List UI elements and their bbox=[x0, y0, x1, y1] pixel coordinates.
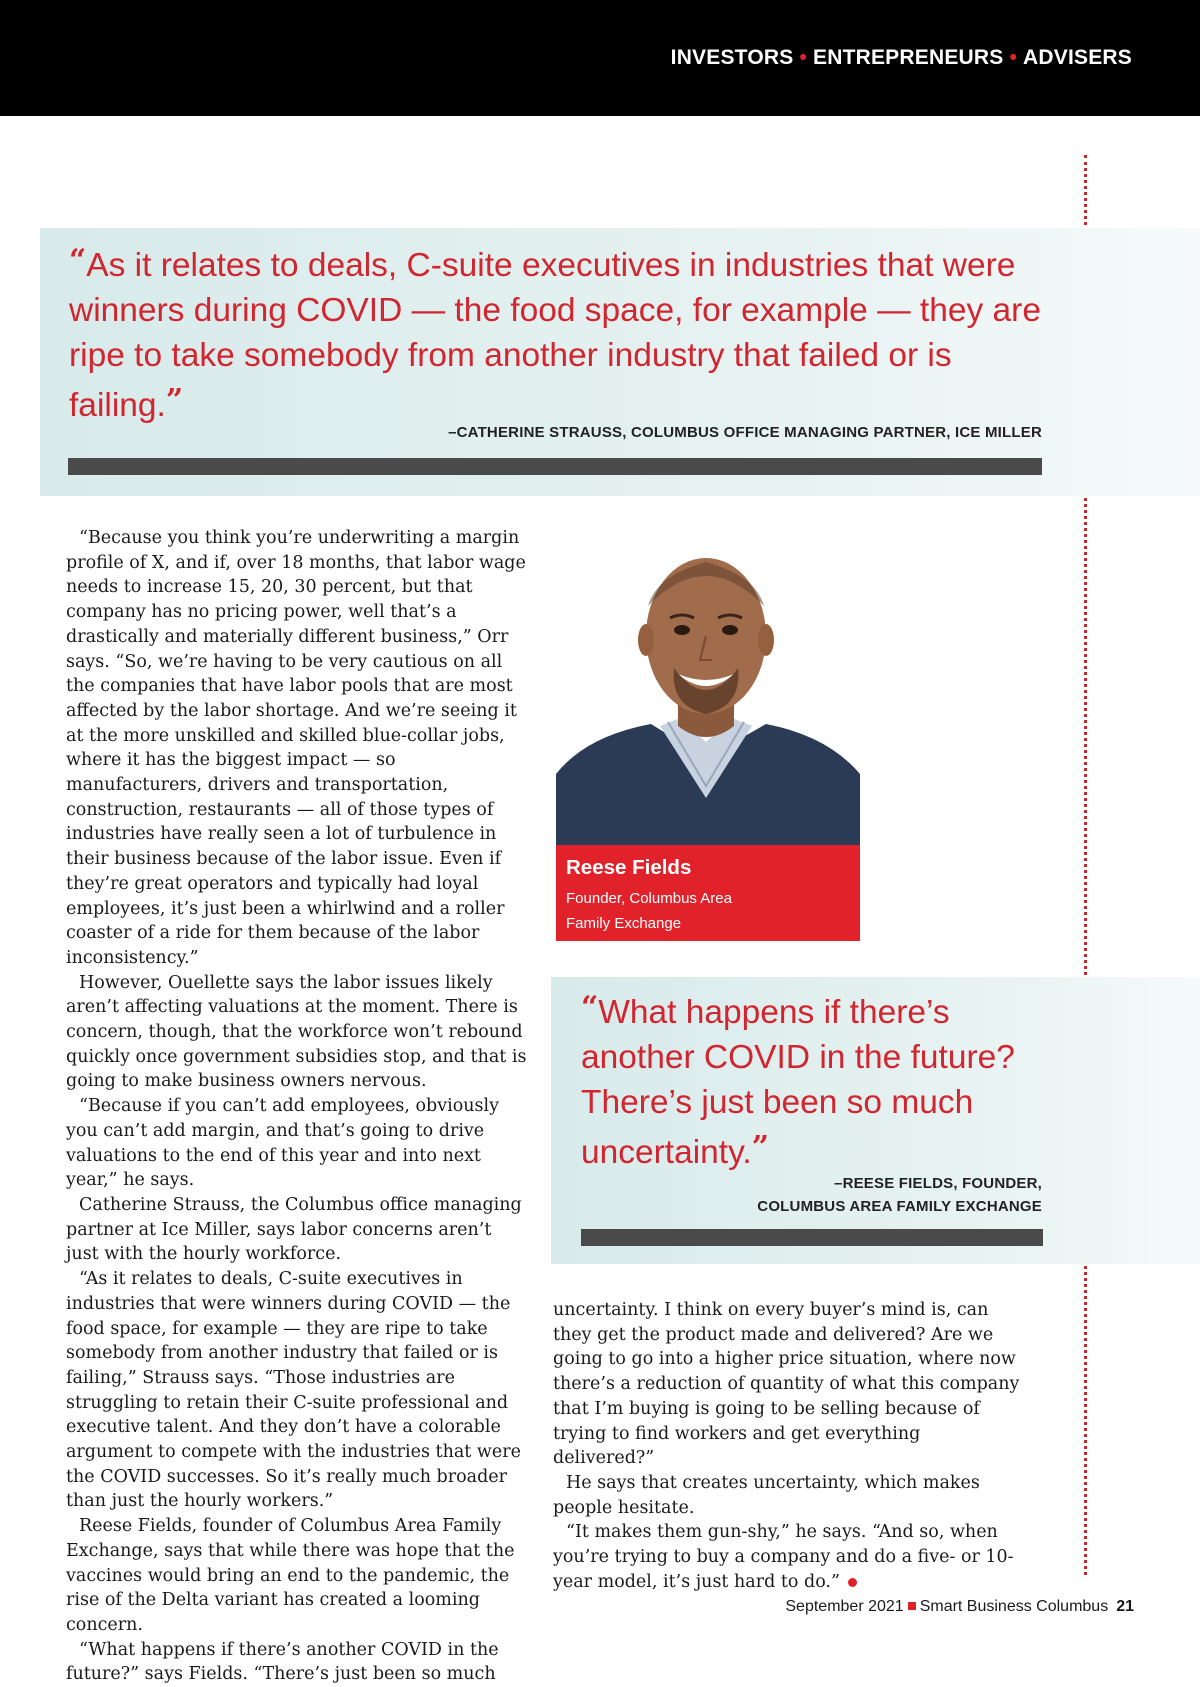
footer-square-icon bbox=[908, 1602, 916, 1610]
tagline-entrepreneurs: ENTREPRENEURS bbox=[813, 46, 1004, 69]
headshot-photo bbox=[556, 536, 860, 846]
article-paragraph: Reese Fields, founder of Columbus Area Family Exchange, says that while there was hope that the vaccines would bring an end to the pandemic, the rise of the Delta variant has created a looming concern. bbox=[66, 1516, 515, 1635]
pull-quote-bar bbox=[581, 1229, 1043, 1246]
section-tagline bbox=[671, 46, 1132, 70]
article-paragraph: “What happens if there’s another COVID in the future?” says Fields. “There’s just been so much bbox=[66, 1639, 499, 1685]
article-paragraph: “Because you think you’re underwriting a margin profile of X, and if, over 18 months, that labor wage needs to increase 15, 20, 30 percent, but that company has no pricing power, well that’s a drastically and materially different business,” Orr says. “So, we’re having to be very cautious on all the companies that have labor pools that are most affected by the labor shortage. And we’re seeing it at the more unskilled and skilled blue-collar jobs, where it has the biggest impact — so manufacturers, drivers and transportation, construction, restaurants — all of those types of industries have really seen a lot of turbulence in their business because of the labor issue. Even if they’re great operators and typically had loyal employees, it’s just been a whirlwind and a roller coaster of a ride for them because of the labor inconsistency.” bbox=[66, 528, 526, 968]
page-number: 21 bbox=[1116, 1598, 1134, 1615]
article-paragraph: Catherine Strauss, the Columbus office managing partner at Ice Miller, says labor concerns aren’t just with the hourly workforce. bbox=[66, 1194, 522, 1265]
pull-quote-bar bbox=[68, 458, 1042, 475]
pull-quote-attribution bbox=[757, 1172, 1042, 1218]
close-quote-mark: ” bbox=[751, 1130, 769, 1165]
article-paragraph: uncertainty. I think on every buyer’s mind is, can they get the product made and delivered? Are we going to go into a higher price situation, where now there’s a reduction of quantity of what this company that I’m buying is going to be selling because of trying to find workers and get everything delivered?” bbox=[553, 1300, 1020, 1469]
caption-name: Reese Fields bbox=[566, 856, 692, 879]
caption-role-line: Founder, Columbus Area bbox=[566, 890, 732, 907]
pull-quote-panel bbox=[40, 228, 1200, 496]
bullet-separator: • bbox=[799, 46, 807, 69]
headshot-illustration bbox=[556, 536, 860, 846]
footer-issue: September 2021 bbox=[785, 1598, 904, 1615]
article-paragraph: However, Ouellette says the labor issues likely aren’t affecting valuations at the moment. There is concern, though, that the workforce won’t rebound quickly once government subsidies stop, and that is going to make business owners nervous. bbox=[66, 972, 527, 1092]
pull-quote-text bbox=[581, 985, 1051, 1175]
photo-caption bbox=[556, 845, 860, 941]
caption-role bbox=[566, 886, 846, 936]
end-of-story-dot-icon bbox=[848, 1578, 857, 1587]
article-column-right bbox=[553, 1298, 1023, 1594]
bullet-separator: • bbox=[1009, 46, 1018, 69]
article-paragraph: “As it relates to deals, C-suite executives in industries that were winners during COVID — the food space, for example — they are ripe to take somebody from another industry that failed or is failing,” Strauss says. “Those industries are struggling to retain their C-suite professional and executive talent. And they don’t have a colorable argument to compete with the industries that were the COVID successes. So it’s really much broader than just the hourly workers.” bbox=[66, 1269, 521, 1512]
header-bar bbox=[0, 0, 1200, 116]
tagline-advisers: ADVISERS bbox=[1023, 46, 1132, 69]
attribution-line: COLUMBUS AREA FAMILY EXCHANGE bbox=[757, 1198, 1042, 1215]
article-paragraph-text: “It makes them gun-shy,” he says. “And so, when you’re trying to buy a company and do a five- or 10-year model, it’s just hard to do.” bbox=[553, 1522, 1014, 1592]
page-footer bbox=[785, 1598, 1134, 1616]
open-quote-mark: “ bbox=[581, 990, 599, 1025]
close-quote-mark: ” bbox=[165, 383, 184, 418]
article-paragraph bbox=[553, 1520, 1023, 1594]
pull-quote-panel-2 bbox=[551, 977, 1200, 1264]
pull-quote-attribution: –CATHERINE STRAUSS, COLUMBUS OFFICE MANAGING PARTNER, ICE MILLER bbox=[448, 424, 1042, 441]
footer-publication: Smart Business Columbus bbox=[919, 1598, 1109, 1615]
open-quote-mark: “ bbox=[69, 243, 87, 278]
caption-role-line: Family Exchange bbox=[566, 915, 682, 932]
article-paragraph: He says that creates uncertainty, which makes people hesitate. bbox=[553, 1472, 980, 1518]
attribution-line: –REESE FIELDS, FOUNDER, bbox=[834, 1175, 1042, 1192]
pull-quote-body: As it relates to deals, C-suite executives in industries that were winners during COVID — the food space, for example — they are ripe to take somebody from another industry that failed or is failing. bbox=[69, 247, 1041, 424]
pull-quote-body: What happens if there’s another COVID in the future? There’s just been so much uncertainty. bbox=[581, 994, 1015, 1171]
article-paragraph: “Because if you can’t add employees, obviously you can’t add margin, and that’s going to drive valuations to the end of this year and into next year,” he says. bbox=[66, 1096, 500, 1191]
tagline-investors: INVESTORS bbox=[670, 46, 794, 69]
article-column-left bbox=[66, 526, 528, 1687]
pull-quote-text bbox=[69, 238, 1069, 428]
